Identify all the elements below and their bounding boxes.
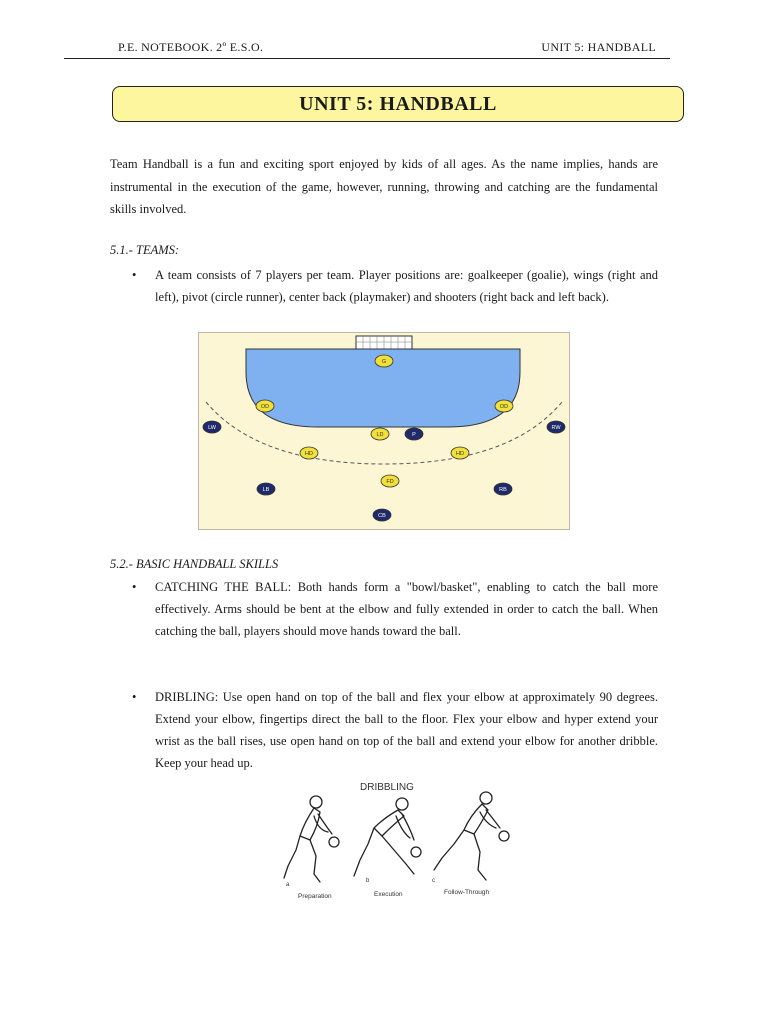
player-token-od-right — [495, 400, 513, 412]
intro-paragraph: Team Handball is a fun and exciting sport enjoyed by kids of all ages. As the name implies, hands are instrumental in the execution of the game, however, running, throwing and catching are the fundamental skills involved. — [110, 157, 658, 216]
player-label: OD — [499, 404, 509, 410]
list-item-text: DRIBLING: Use open hand on top of the ball and flex your elbow at approximately 90 degrees. Extend your elbow, fingertips direct the ball to the floor. Flex your elbow and hyper extend your wrist as the ball rises, use open hand on top of the ball and extend your elbow for another dribble. Keep your head up. — [155, 690, 658, 770]
player-label: LW — [208, 425, 216, 431]
figure-letter-b: b — [366, 878, 370, 884]
player-token-rw — [547, 421, 565, 433]
bullet-icon: • — [132, 580, 137, 594]
player-label: LD — [376, 432, 384, 438]
caption-execution: Execution — [374, 891, 403, 898]
player-token-ld — [371, 428, 389, 440]
caption-preparation: Preparation — [298, 893, 332, 900]
player-token-g — [375, 355, 393, 367]
list-item-text: A team consists of 7 players per team. Player positions are: goalkeeper (goalie), wings (right and left), pivot (circle runner), center back (playmaker) and shooters (right back and left back). — [155, 268, 658, 304]
running-header — [64, 40, 670, 59]
player-label: HD — [456, 451, 464, 457]
player-label: G — [381, 359, 387, 365]
player-label: FD — [386, 479, 394, 485]
dribbling-title: DRIBBLING — [360, 782, 414, 793]
player-token-fd — [381, 475, 399, 487]
player-label: OD — [260, 404, 270, 410]
player-label: CB — [378, 513, 386, 519]
player-label: LB — [262, 487, 270, 493]
player-token-lb — [257, 483, 275, 495]
page-title: UNIT 5: HANDBALL — [112, 86, 684, 122]
player-token-hd-right — [451, 447, 469, 459]
section-heading-skills: 5.2.- BASIC HANDBALL SKILLS — [110, 557, 279, 571]
player-label: P — [412, 432, 416, 438]
section-heading-teams: 5.1.- TEAMS: — [110, 243, 180, 257]
player-label: RW — [551, 425, 561, 431]
player-token-od-left — [256, 400, 274, 412]
figure-letter-a: a — [286, 882, 290, 888]
handball-court-diagram — [198, 332, 570, 530]
court-svg — [198, 332, 570, 530]
player-token-cb — [373, 509, 391, 521]
player-label: HD — [305, 451, 313, 457]
dribbling-illustration — [274, 778, 518, 902]
bullet-icon: • — [132, 690, 137, 704]
list-item-text: CATCHING THE BALL: Both hands form a "bowl/basket", enabling to catch the ball more effectively. Arms should be bent at the elbow and fully extended in order to catch the ball. When catching the ball, players should move hands toward the ball. — [155, 580, 658, 638]
player-token-hd-left — [300, 447, 318, 459]
player-token-lw — [203, 421, 221, 433]
player-token-rb — [494, 483, 512, 495]
header-left: P.E. NOTEBOOK. 2º E.S.O. — [118, 40, 264, 54]
player-label: RB — [499, 487, 507, 493]
bullet-icon: • — [132, 268, 137, 282]
caption-follow-through: Follow-Through — [444, 889, 490, 896]
dribbling-svg — [274, 778, 518, 902]
figure-letter-c: c — [432, 878, 435, 884]
header-right: UNIT 5: HANDBALL — [541, 40, 656, 54]
player-token-p — [405, 428, 423, 440]
